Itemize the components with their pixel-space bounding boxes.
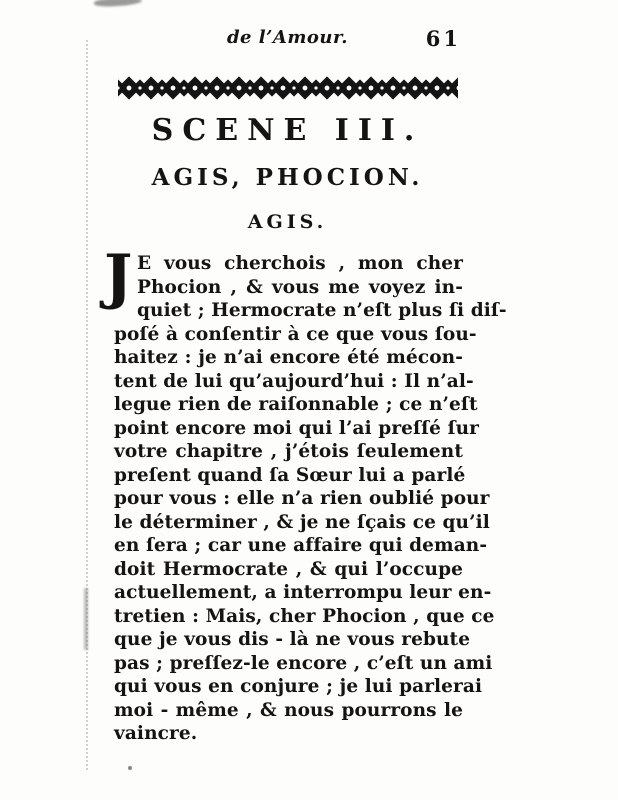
body-line-last: vaincre. (114, 723, 198, 744)
body-line: poſé à conſentir à ce que vous ſou- (114, 323, 477, 345)
body-line: moi - même , & nous pourrons le (114, 699, 463, 721)
body-text (104, 242, 507, 746)
body-line: que je vous dis - là ne vous rebute (114, 629, 471, 650)
body-line: pas ; preſſez-le encore , c’eſt un ami (114, 652, 493, 674)
body-line: point encore moi qui l’ai preſſé ſur (114, 417, 480, 439)
body-line: legue rien de raiſonnable ; ce n’eſt (114, 394, 478, 415)
body-line: tretien : Mais, cher Phocion , que ce (114, 605, 495, 627)
running-title: de l’Amour. (226, 27, 349, 48)
body-line: en ſera ; car une affaire qui deman- (114, 535, 488, 556)
scene-heading: SCENE III. (151, 113, 424, 148)
page-number: 61 (425, 26, 461, 51)
body-line-text: E vous cherchois , mon cher (137, 253, 463, 274)
body-line: le déterminer , & je ne ſçais ce qu’il (114, 511, 490, 533)
gutter-shadow (86, 40, 88, 770)
braid-ornament-band (118, 74, 458, 102)
body-line: pour vous : elle n’a rien oublié pour (114, 488, 490, 509)
body-line: quiet ; Hermocrate n’eſt plus ſi diſ- (137, 300, 507, 321)
drop-cap: J (104, 242, 133, 312)
body-line: Phocion , & vous me voyez in- (137, 276, 463, 298)
running-header (112, 27, 463, 53)
body-line: actuellement, a interrompu leur en- (114, 582, 492, 603)
body-line: haitez : je n’ai encore été mécon- (114, 347, 463, 368)
body-line: qui vous en conjure ; je lui parlerai (114, 676, 483, 697)
text-block (104, 0, 507, 800)
characters-heading: AGIS, PHOCION. (151, 164, 424, 191)
gutter-shadow-dark (84, 588, 88, 650)
speaker-heading: AGIS. (247, 211, 328, 233)
body-line: preſent quand ſa Sœur lui a parlé (114, 464, 466, 486)
body-line: votre chapitre , j’étois ſeulement (114, 441, 463, 462)
body-line: doit Hermocrate , & qui l’occupe (114, 558, 463, 580)
body-line: tent de lui qu’aujourd’hui : Il n’al- (114, 370, 474, 392)
